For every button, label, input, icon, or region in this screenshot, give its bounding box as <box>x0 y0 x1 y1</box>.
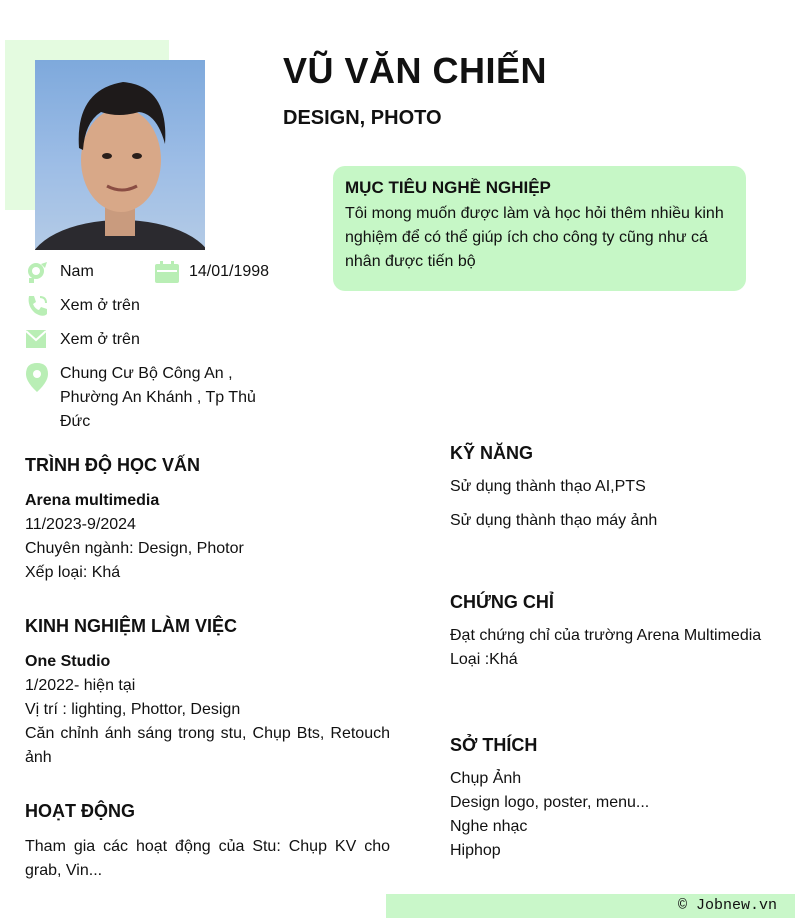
experience-block <box>25 650 390 770</box>
address-row <box>25 362 275 434</box>
certificates-title: CHỨNG CHỈ <box>450 592 554 612</box>
hobbies-list <box>450 767 780 863</box>
experience-description: Căn chỉnh ánh sáng trong stu, Chụp Bts, Retouch ảnh <box>25 725 390 766</box>
location-icon <box>25 362 49 386</box>
birthdate-value: 14/01/1998 <box>189 263 270 280</box>
email-value: Xem ở trên <box>60 331 140 348</box>
experience-company: One Studio <box>25 653 111 670</box>
hobbies-title: SỞ THÍCH <box>450 735 538 755</box>
certificate-description: Đạt chứng chỉ của trường Arena Multimedia <box>450 627 762 644</box>
email-icon <box>25 328 49 352</box>
education-grade: Xếp loại: Khá <box>25 564 121 581</box>
education-period: 11/2023-9/2024 <box>25 516 136 533</box>
education-major: Chuyên ngành: Design, Photor <box>25 540 244 557</box>
address-value: Chung Cư Bộ Công An , Phường An Khánh , Tp Thủ Đức <box>60 365 256 430</box>
birthdate-row <box>154 260 269 284</box>
certificates-block <box>450 624 779 672</box>
experience-period: 1/2022- hiện tại <box>25 677 136 694</box>
skill-item: Sử dụng thành thạo AI,PTS <box>450 478 646 495</box>
footer-bar <box>386 894 795 918</box>
email-row <box>25 328 140 352</box>
experience-position: Vị trí : lighting, Phottor, Design <box>25 701 241 718</box>
hobby-item: Design logo, poster, menu... <box>450 794 650 811</box>
objective-text: Tôi mong muốn được làm và học hỏi thêm nhiều kinh nghiệm để có thể giúp ích cho công ty cũng như cá nhân được tiến bộ <box>345 205 724 270</box>
candidate-role: DESIGN, PHOTO <box>283 107 442 129</box>
candidate-name: VŨ VĂN CHIẾN <box>283 50 548 91</box>
footer-credit: © Jobnew.vn <box>677 897 777 914</box>
hobby-item: Hiphop <box>450 842 501 859</box>
certificate-grade: Loại :Khá <box>450 651 518 668</box>
profile-photo <box>35 60 205 250</box>
education-block <box>25 489 390 585</box>
activities-title: HOẠT ĐỘNG <box>25 801 135 821</box>
objective-title: MỤC TIÊU NGHỀ NGHIỆP <box>345 178 551 197</box>
career-objective-box <box>333 166 746 291</box>
skills-title: KỸ NĂNG <box>450 443 534 463</box>
education-title: TRÌNH ĐỘ HỌC VẤN <box>25 455 200 475</box>
experience-title: KINH NGHIỆM LÀM VIỆC <box>25 616 238 636</box>
gender-row <box>25 260 94 284</box>
hobby-item: Chụp Ảnh <box>450 770 522 787</box>
phone-icon <box>25 294 49 318</box>
calendar-icon <box>154 260 178 284</box>
hobby-item: Nghe nhạc <box>450 818 528 835</box>
skill-item: Sử dụng thành thạo máy ảnh <box>450 512 658 529</box>
gender-icon <box>25 260 49 284</box>
activities-text: Tham gia các hoạt động của Stu: Chụp KV cho grab, Vin... <box>25 838 390 879</box>
education-school: Arena multimedia <box>25 492 160 509</box>
phone-row <box>25 294 140 318</box>
gender-value: Nam <box>60 263 94 280</box>
phone-value: Xem ở trên <box>60 297 140 314</box>
